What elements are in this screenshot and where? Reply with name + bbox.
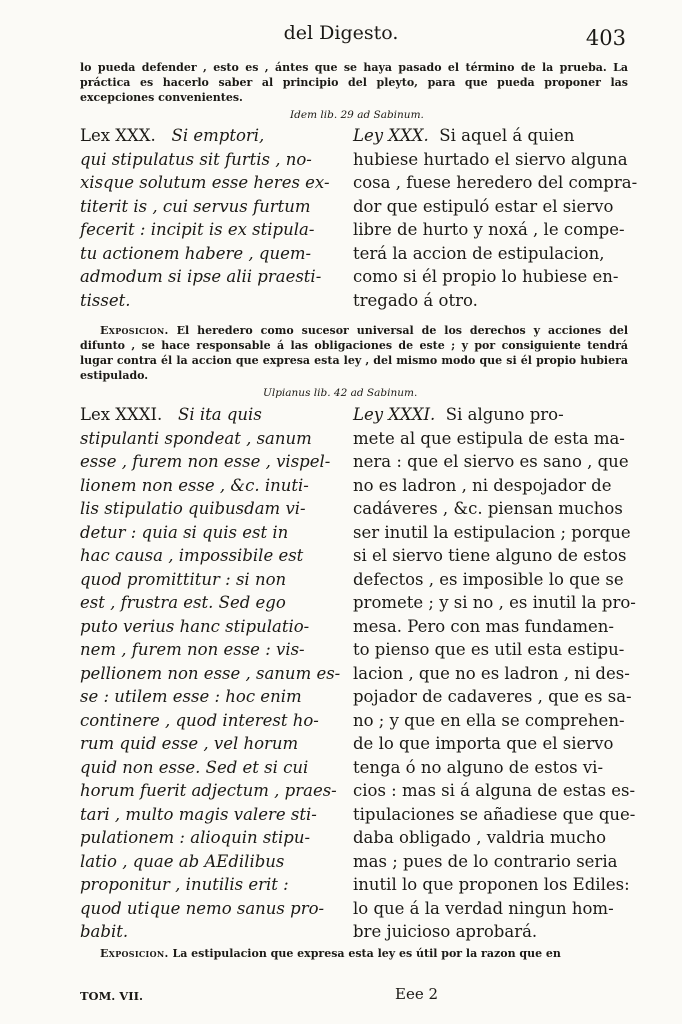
spanish-text-ley-30	[353, 124, 638, 312]
latin-line: admodum si ipse alii praesti-	[80, 267, 322, 286]
latin-line: Si ita quis	[178, 405, 262, 424]
latin-line: qui stipulatus sit furtis , no-	[80, 149, 312, 169]
running-title: del Digesto.	[283, 22, 399, 44]
latin-line: detur : quia si quis est in	[80, 522, 289, 542]
spanish-line: hubiese hurtado el siervo alguna	[353, 149, 628, 169]
latin-line: xisque solutum esse heres ex-	[80, 173, 330, 192]
spanish-line: tipulaciones se añadiese que que-	[353, 804, 636, 824]
latin-line: stipulanti spondeat , sanum	[80, 428, 312, 448]
latin-text-lex-31	[80, 403, 342, 944]
spanish-line: ser inutil la estipulacion ; porque	[353, 522, 631, 542]
intro-note: lo pueda defender , esto es , ántes que se haya pasado el término de la prueba. La práctica es hacerlo saber al principio del pleyto, para que pueda proponer las excepciones convenientes.	[80, 61, 628, 104]
citation-lex-31: Ulpianus lib. 42 ad Sabinum.	[263, 387, 418, 399]
latin-line: nem , furem non esse : vis-	[80, 640, 305, 659]
latin-line: est , frustra est. Sed ego	[80, 593, 286, 612]
latin-line: horum fuerit adjectum , praes-	[80, 781, 337, 800]
latin-line: puto verius hanc stipulatio-	[80, 616, 310, 636]
latin-line: esse , furem non esse , vispel-	[80, 452, 331, 471]
spanish-line: no ; y que en ella se comprehen-	[353, 710, 625, 730]
spanish-line: pojador de cadaveres , que es sa-	[353, 687, 632, 706]
spanish-line: lo que á la verdad ningun hom-	[353, 898, 614, 918]
latin-line: pulationem : alioquin stipu-	[80, 828, 311, 847]
exposition-text: El heredero como sucesor universal de los derechos y acciones del difunto , se hace responsable á las obligaciones de este ; y por consiguiente tendrá lugar contra él la accion que expresa esta ley , del mismo modo que si él propio hubiera estipulado.	[80, 324, 628, 382]
spanish-line: libre de hurto y noxá , le compe-	[353, 220, 625, 239]
spanish-line: cosa , fuese heredero del compra-	[353, 173, 638, 192]
exposition-text: La estipulacion que expresa esta ley es útil por la razon que en	[172, 947, 561, 960]
latin-line: titerit is , cui servus furtum	[80, 196, 311, 216]
spanish-line: tregado á otro.	[353, 290, 478, 310]
volume-label: TOM. VII.	[80, 989, 143, 1003]
spanish-line: mete al que estipula de esta ma-	[353, 428, 625, 448]
latin-text-lex-30	[80, 124, 342, 312]
latin-line: quod utique nemo sanus pro-	[80, 898, 325, 918]
latin-line: quid non esse. Sed et si cui	[80, 757, 309, 777]
lex-30-label: Lex XXX.	[80, 126, 156, 145]
spanish-line: cios : mas si á alguna de estas es-	[353, 781, 636, 800]
latin-line: tisset.	[80, 290, 131, 310]
signature-mark: Eee 2	[395, 985, 439, 1003]
exposition-lex-31	[80, 946, 628, 961]
spanish-line: Si alguno pro-	[445, 405, 564, 424]
spanish-line: inutil lo que proponen los Ediles:	[353, 875, 630, 894]
latin-line: lis stipulatio quibusdam vi-	[80, 499, 306, 518]
spanish-line: daba obligado , valdria mucho	[353, 828, 607, 847]
spanish-line: terá la accion de estipulacion,	[353, 243, 605, 263]
exposition-label: Exposicion.	[100, 947, 169, 960]
latin-line: proponitur , inutilis erit :	[80, 875, 289, 894]
page-number: 403	[585, 26, 626, 50]
latin-line: continere , quod interest ho-	[80, 710, 319, 730]
latin-line: Si emptori,	[171, 126, 265, 145]
spanish-line: Si aquel á quien	[439, 126, 575, 145]
latin-line: babit.	[80, 922, 129, 941]
spanish-line: lacion , que no es ladron , ni des-	[353, 663, 630, 683]
citation-lex-30: Idem lib. 29 ad Sabinum.	[290, 109, 424, 121]
spanish-line: mesa. Pero con mas fundamen-	[353, 616, 615, 636]
spanish-line: to pienso que es util esta estipu-	[353, 640, 625, 659]
lex-31-label: Lex XXXI.	[80, 405, 163, 424]
spanish-line: como si él propio lo hubiese en-	[353, 267, 619, 286]
latin-line: tu actionem habere , quem-	[80, 243, 312, 263]
latin-line: tari , multo magis valere sti-	[80, 804, 317, 824]
ley-31-label: Ley XXXI.	[353, 405, 436, 424]
latin-line: quod promittitur : si non	[80, 569, 287, 589]
spanish-line: no es ladron , ni despojador de	[353, 475, 612, 495]
exposition-lex-30	[80, 323, 628, 383]
spanish-line: mas ; pues de lo contrario seria	[353, 851, 618, 871]
spanish-line: nera : que el siervo es sano , que	[353, 452, 629, 471]
latin-line: pellionem non esse , sanum es-	[80, 663, 341, 683]
spanish-line: bre juicioso aprobará.	[353, 922, 538, 941]
ley-30-label: Ley XXX.	[353, 126, 429, 145]
latin-line: se : utilem esse : hoc enim	[80, 687, 302, 706]
exposition-label: Exposicion.	[100, 324, 169, 337]
spanish-text-ley-31	[353, 403, 636, 944]
spanish-line: defectos , es imposible lo que se	[353, 569, 624, 589]
latin-line: lionem non esse , &c. inuti-	[80, 475, 309, 495]
spanish-line: dor que estipuló estar el siervo	[353, 196, 614, 216]
spanish-line: promete ; y si no , es inutil la pro-	[353, 593, 636, 612]
latin-line: hac causa , impossibile est	[80, 546, 304, 565]
latin-line: fecerit : incipit is ex stipula-	[80, 220, 315, 239]
spanish-line: cadáveres , &c. piensan muchos	[353, 499, 623, 518]
spanish-line: si el siervo tiene alguno de estos	[353, 546, 627, 565]
latin-line: latio , quae ab AEdilibus	[80, 851, 285, 871]
latin-line: rum quid esse , vel horum	[80, 734, 299, 753]
spanish-line: de lo que importa que el siervo	[353, 734, 614, 753]
spanish-line: tenga ó no alguno de estos vi-	[353, 757, 604, 777]
